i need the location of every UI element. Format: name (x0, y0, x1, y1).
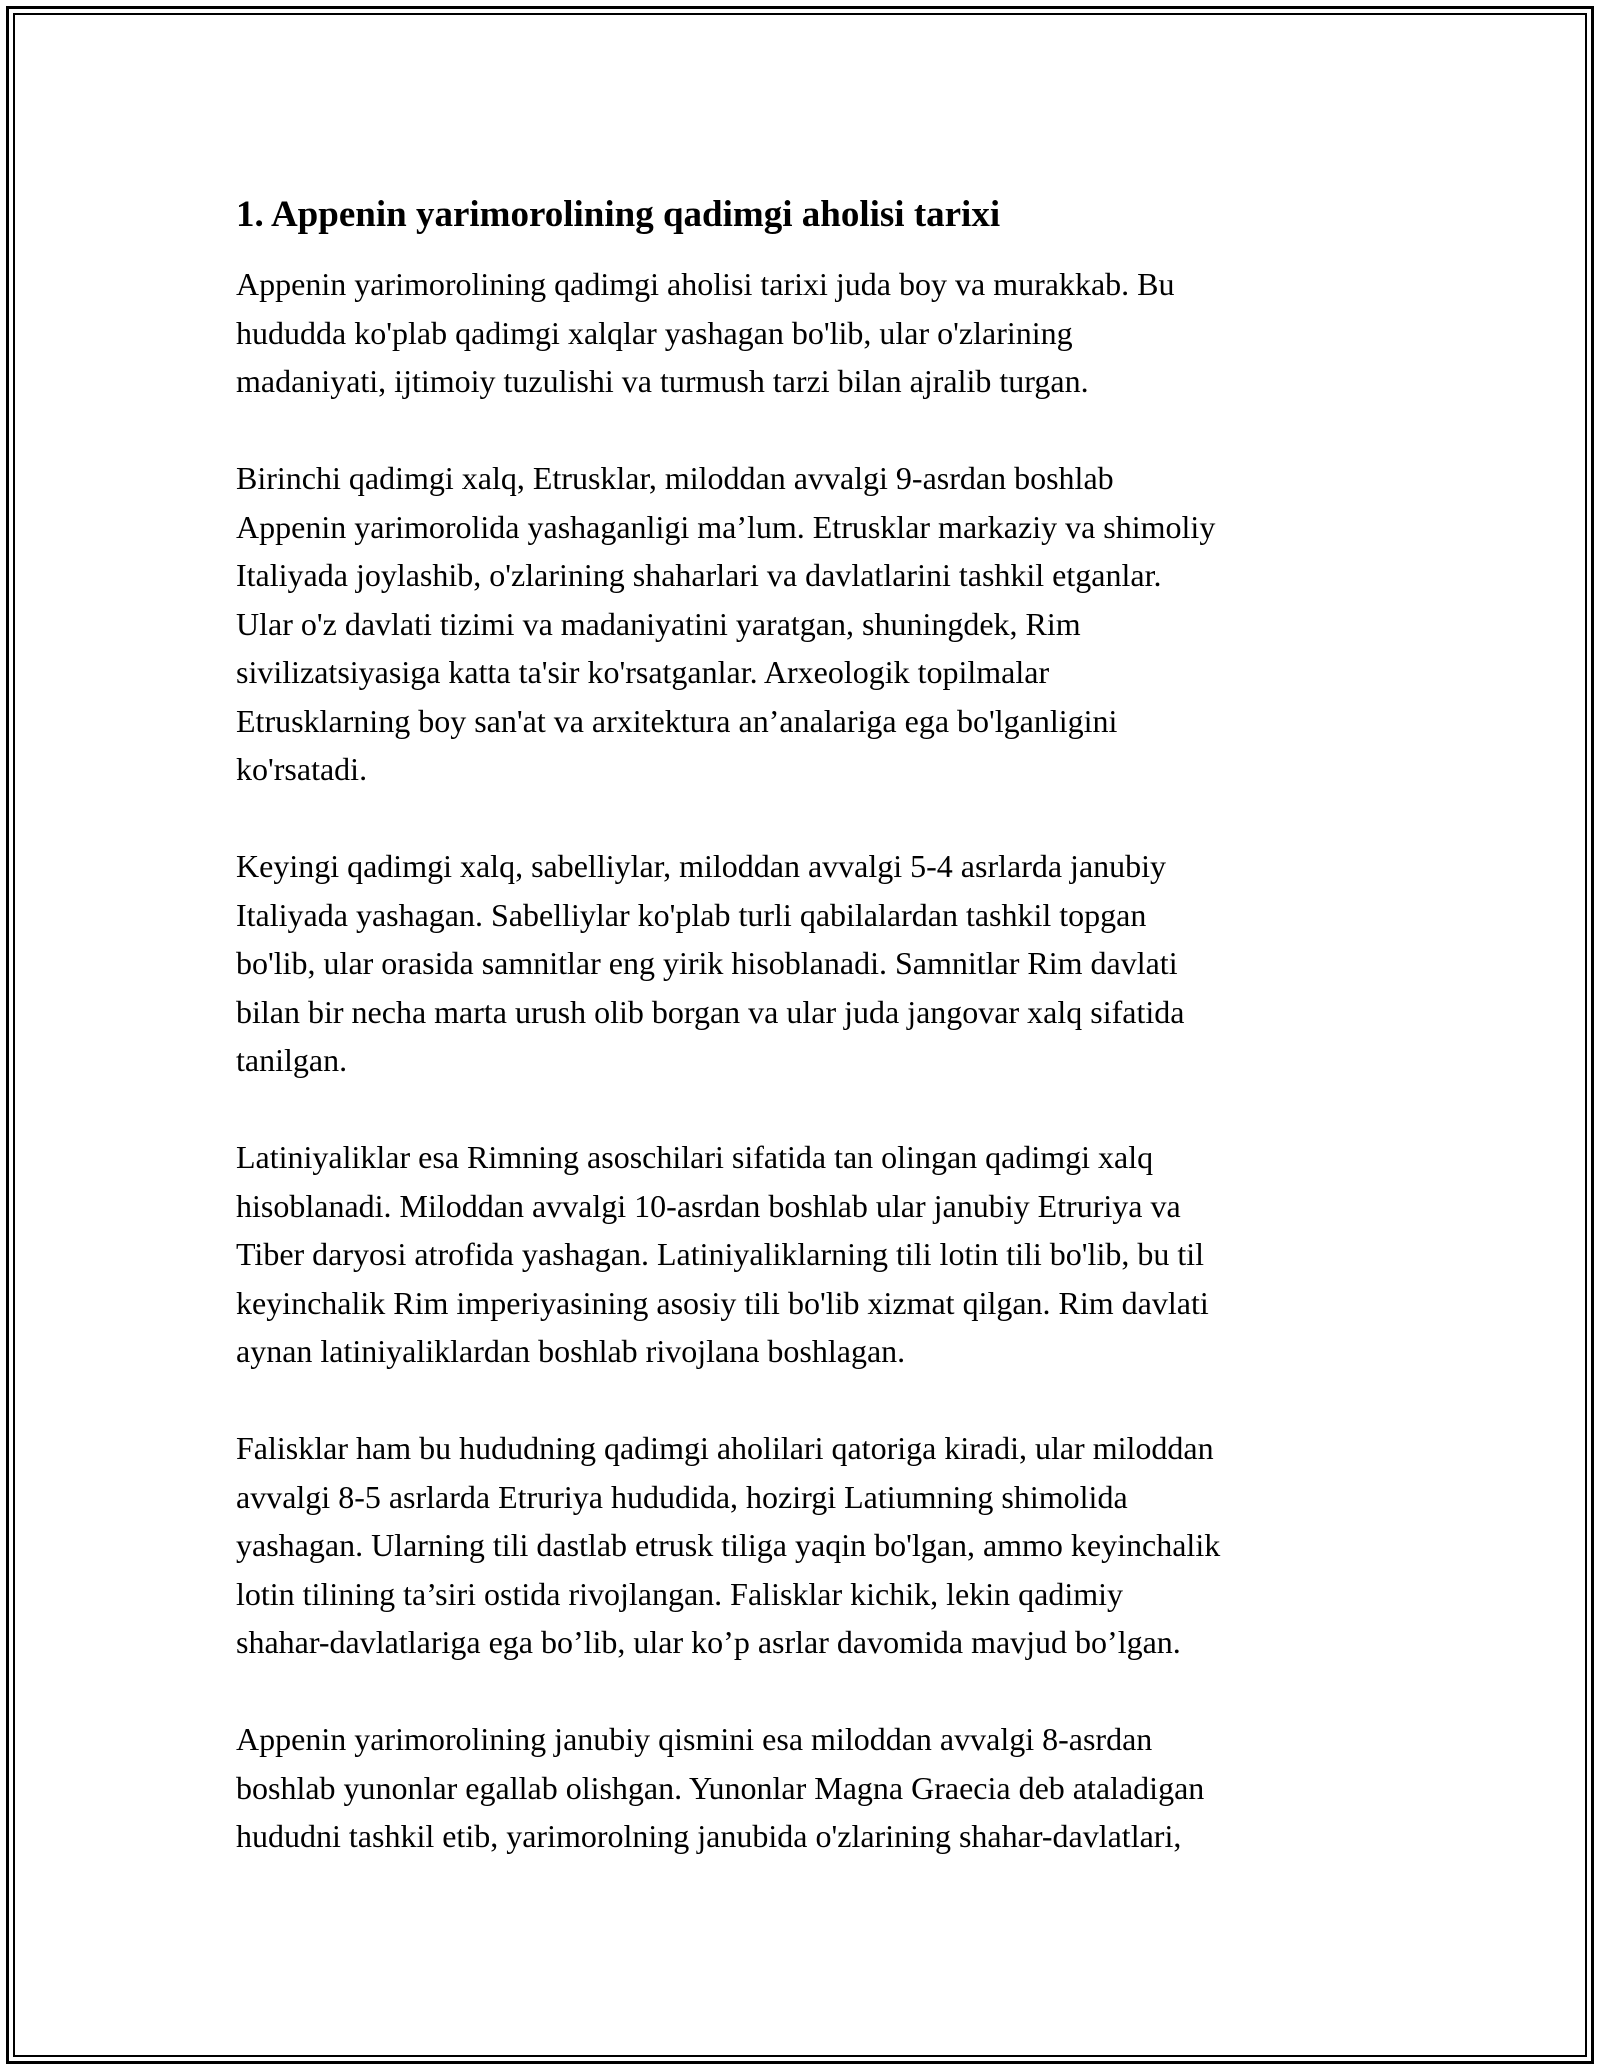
section-heading: 1. Appenin yarimorolining qadimgi aholisi tarixi (236, 194, 1001, 235)
text-line: lotin tilining ta’siri ostida rivojlangan. Falisklar kichik, lekin qadimiy (236, 1575, 1123, 1612)
text-line: boshlab yunonlar egallab olishgan. Yunonlar Magna Graecia deb ataladigan (236, 1769, 1205, 1806)
paragraph-latins (236, 1133, 1366, 1376)
text-line: Falisklar ham bu hududning qadimgi aholilari qatoriga kiradi, ular miloddan (236, 1430, 1214, 1466)
paragraph-faliscans (236, 1424, 1366, 1667)
paragraph-intro (236, 260, 1366, 406)
text-line: Etrusklarning boy san'at va arxitektura an’analariga ega bo'lganligini (236, 702, 1118, 739)
text-line: Ular o'z davlati tizimi va madaniyatini yaratgan, shuningdek, Rim (236, 605, 1081, 642)
text-line: keyinchalik Rim imperiyasining asosiy tili bo'lib xizmat qilgan. Rim davlati (236, 1284, 1209, 1321)
text-line: shahar-davlatlariga ega bo’lib, ular ko’p asrlar davomida mavjud bo’lgan. (236, 1624, 1181, 1660)
text-line: Italiyada joylashib, o'zlarining shaharlari va davlatlarini tashkil etganlar. (236, 557, 1162, 593)
text-line: hududni tashkil etib, yarimorolning janubida o'zlarining shahar-davlatlari, (236, 1818, 1182, 1854)
text-line: Appenin yarimorolining qadimgi aholisi tarixi juda boy va murakkab. Bu (236, 266, 1175, 302)
text-line: bilan bir necha marta urush olib borgan va ular juda jangovar xalq sifatida (236, 993, 1185, 1030)
text-line: Birinchi qadimgi xalq, Etrusklar, miloddan avvalgi 9-asrdan boshlab (236, 460, 1114, 496)
text-line: avvalgi 8-5 asrlarda Etruriya hududida, hozirgi Latiumning shimolida (236, 1478, 1128, 1515)
paragraph-greeks (236, 1715, 1366, 1861)
text-line: tanilgan. (236, 1042, 348, 1078)
paragraph-etruscans (236, 454, 1366, 794)
text-line: yashagan. Ularning tili dastlab etrusk tiliga yaqin bo'lgan, ammo keyinchalik (236, 1527, 1221, 1563)
text-line: hisoblanadi. Miloddan avvalgi 10-asrdan boshlab ular janubiy Etruriya va (236, 1187, 1181, 1224)
text-line: madaniyati, ijtimoiy tuzulishi va turmush tarzi bilan ajralib turgan. (236, 363, 1089, 399)
text-line: ko'rsatadi. (236, 751, 368, 787)
text-line: hududda ko'plab qadimgi xalqlar yashagan bo'lib, ular o'zlarining (236, 314, 1073, 351)
text-line: Tiber daryosi atrofida yashagan. Latiniyaliklarning tili lotin tili bo'lib, bu til (236, 1236, 1204, 1272)
text-line: Appenin yarimorolida yashaganligi ma’lum. Etrusklar markaziy va shimoliy (236, 508, 1216, 545)
paragraph-sabellians (236, 842, 1366, 1085)
text-line: sivilizatsiyasiga katta ta'sir ko'rsatganlar. Arxeologik topilmalar (236, 654, 1050, 690)
text-line: Appenin yarimorolining janubiy qismini esa miloddan avvalgi 8-asrdan (236, 1721, 1153, 1757)
text-line: Latiniyaliklar esa Rimning asoschilari sifatida tan olingan qadimgi xalq (236, 1139, 1154, 1175)
text-line: Italiyada yashagan. Sabelliylar ko'plab turli qabilalardan tashkil topgan (236, 896, 1147, 933)
document-body (236, 190, 1366, 1909)
text-line: aynan latiniyaliklardan boshlab rivojlana boshlagan. (236, 1333, 906, 1369)
text-line: Keyingi qadimgi xalq, sabelliylar, miloddan avvalgi 5-4 asrlarda janubiy (236, 848, 1167, 884)
text-line: bo'lib, ular orasida samnitlar eng yirik hisoblanadi. Samnitlar Rim davlati (236, 945, 1178, 981)
